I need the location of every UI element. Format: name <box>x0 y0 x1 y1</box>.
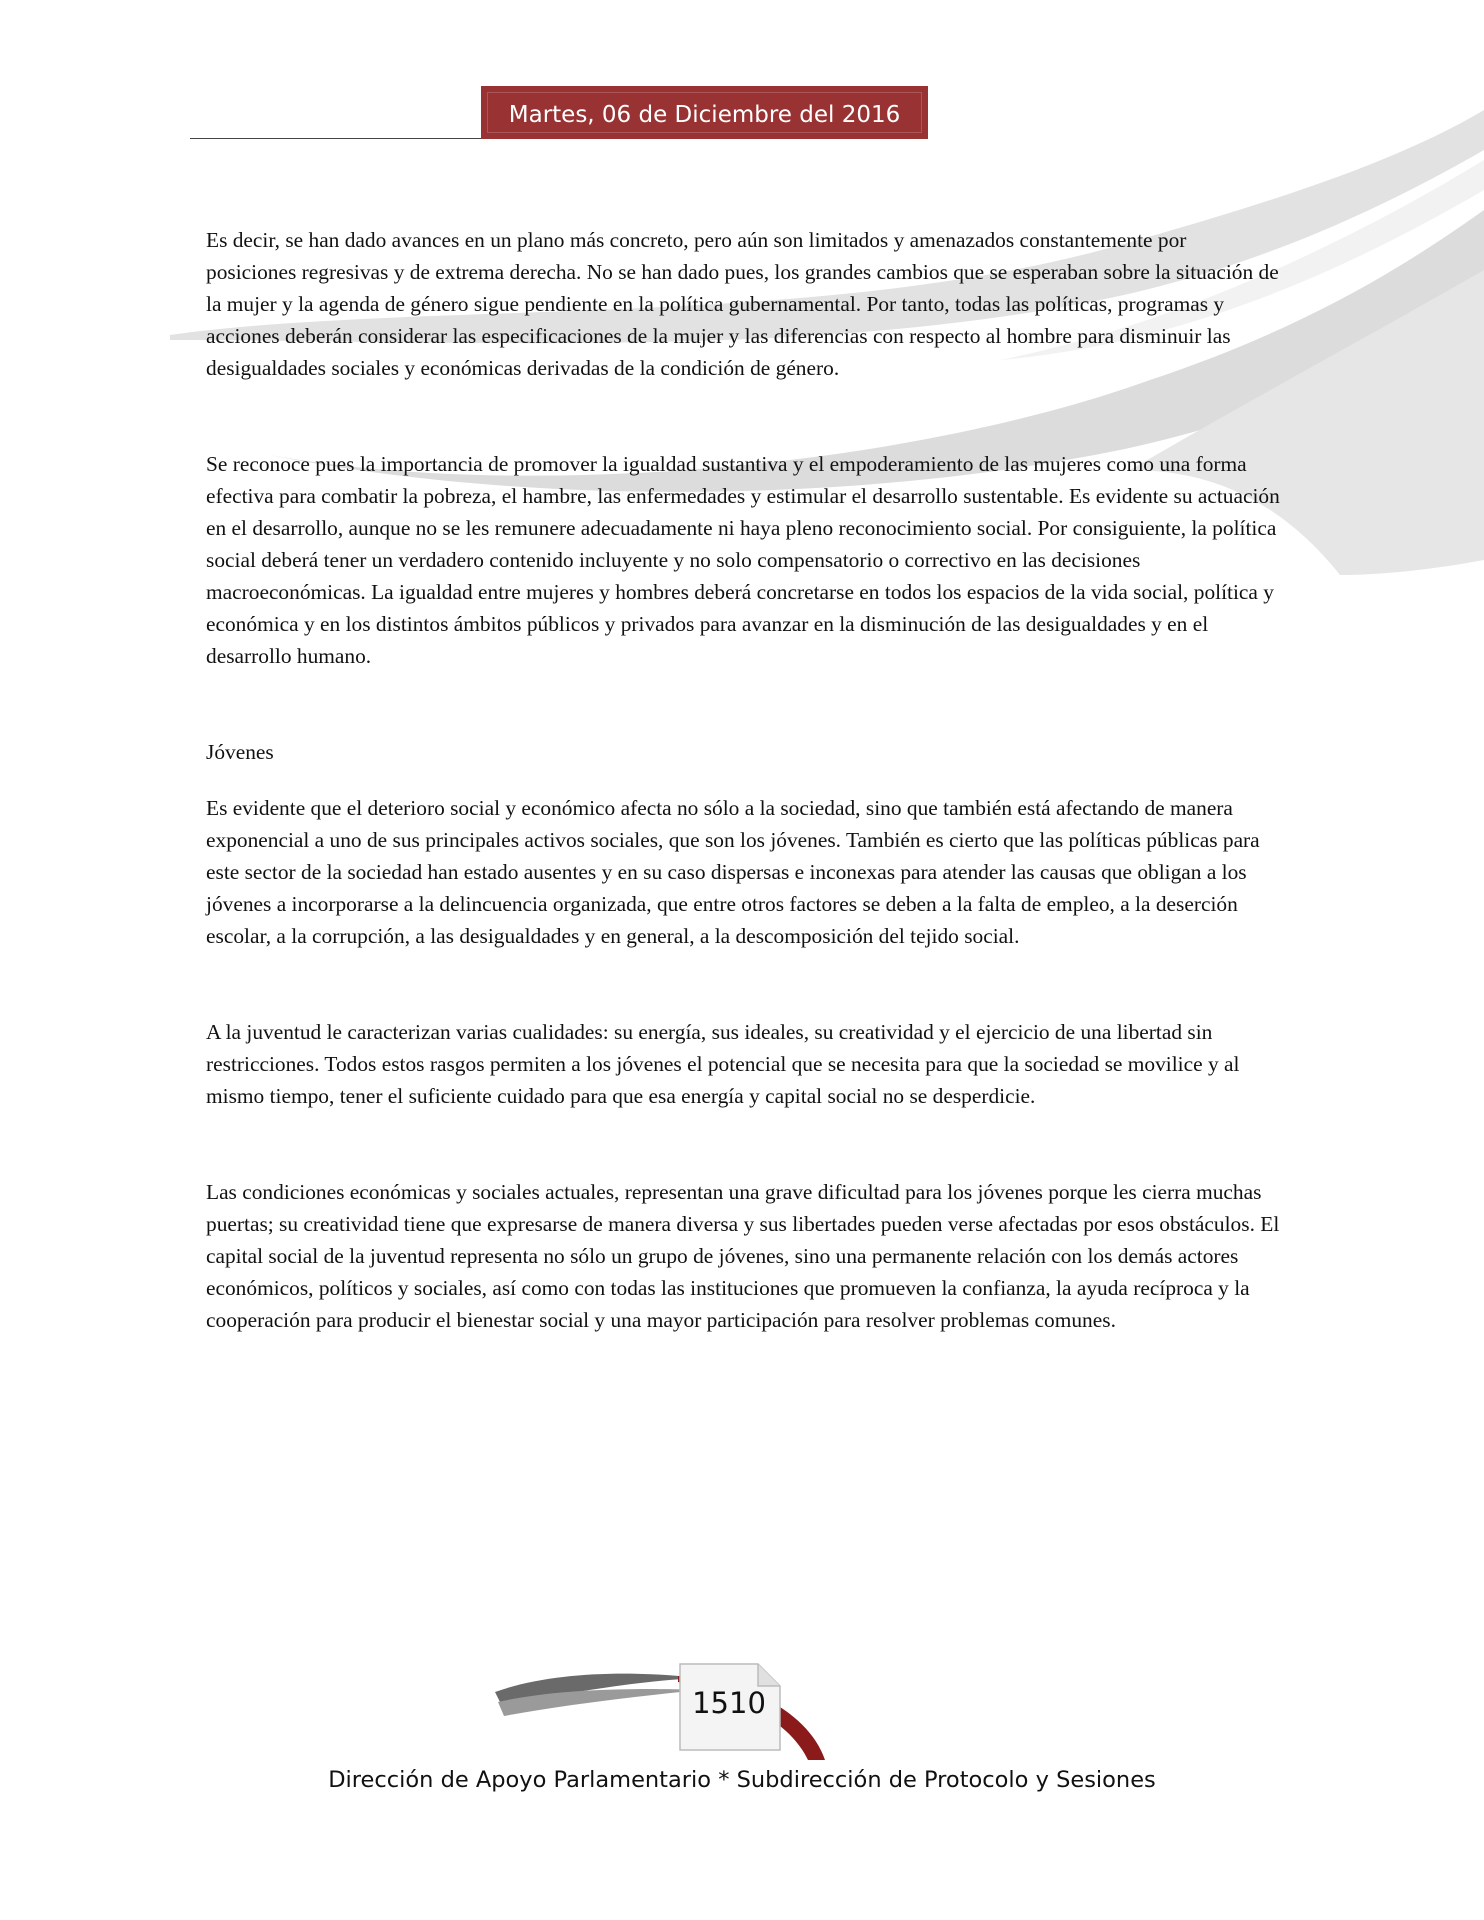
swoosh-page-logo-icon <box>490 1660 830 1762</box>
page-number: 1510 <box>692 1686 766 1720</box>
paragraph: Se reconoce pues la importancia de promover la igualdad sustantiva y el empoderamiento de las mujeres como una forma efectiva para combatir la pobreza, el hambre, las enfermedades y estimular el desarrollo sustentable. Es evidente su actuación en el desarrollo, aunque no se les remunere adecuadamente ni haya pleno reconocimiento social. Por consiguiente, la política social deberá tener un verdadero contenido incluyente y no solo compensatorio o correctivo en las decisiones macroeconómicas. La igualdad entre mujeres y hombres deberá concretarse en todos los espacios de la vida social, política y económica y en los distintos ámbitos públicos y privados para avanzar en la disminución de las desigualdades y en el desarrollo humano. <box>206 452 1280 668</box>
footer-text: Dirección de Apoyo Parlamentario * Subdirección de Protocolo y Sesiones <box>328 1767 1156 1793</box>
paragraph: A la juventud le caracterizan varias cualidades: su energía, sus ideales, su creatividad y el ejercicio de una libertad sin restricciones. Todos estos rasgos permiten a los jóvenes el potencial que se necesita para que la sociedad se movilice y al mismo tiempo, tener el suficiente cuidado para que esa energía y capital social no se desperdicie. <box>206 1020 1240 1108</box>
paragraph: Las condiciones económicas y sociales actuales, representan una grave dificultad para los jóvenes porque les cierra muchas puertas; su creatividad tiene que expresarse de manera diversa y sus libertades pueden verse afectadas por esos obstáculos. El capital social de la juventud representa no sólo un grupo de jóvenes, sino una permanente relación con los demás actores económicos, políticos y sociales, así como con todas las instituciones que promueven la confianza, la ayuda recíproca y la cooperación para producir el bienestar social y una mayor participación para resolver problemas comunes. <box>206 1180 1280 1332</box>
paragraph: Es decir, se han dado avances en un plano más concreto, pero aún son limitados y amenazados constantemente por posiciones regresivas y de extrema derecha. No se han dado pues, los grandes cambios que se esperaban sobre la situación de la mujer y la agenda de género sigue pendiente en la política gubernamental. Por tanto, todas las políticas, programas y acciones deberán considerar las especificaciones de la mujer y las diferencias con respecto al hombre para disminuir las desigualdades sociales y económicas derivadas de la condición de género. <box>206 228 1279 380</box>
document-body <box>206 224 1281 1336</box>
paragraph: Es evidente que el deterioro social y económico afecta no sólo a la sociedad, sino que también está afectando de manera exponencial a uno de sus principales activos sociales, que son los jóvenes. También es cierto que las políticas públicas para este sector de la sociedad han estado ausentes y en su caso dispersas e inconexas para atender las causas que obligan a los jóvenes a incorporarse a la delincuencia organizada, que entre otros factores se deben a la falta de empleo, a la deserción escolar, a la corrupción, a las desigualdades y en general, a la descomposición del tejido social. <box>206 796 1260 948</box>
date-banner <box>481 86 928 139</box>
section-heading: Jóvenes <box>206 740 274 764</box>
header-date: Martes, 06 de Diciembre del 2016 <box>508 101 901 128</box>
